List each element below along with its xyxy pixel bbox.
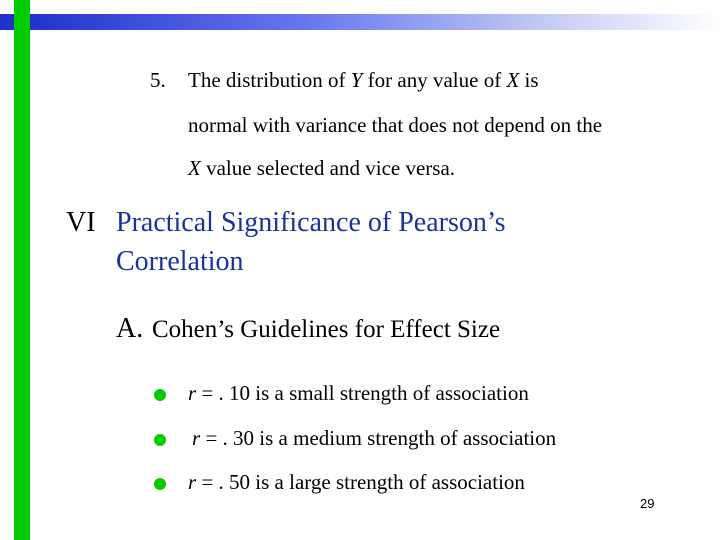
point-5-number: 5. <box>150 68 166 92</box>
bullet-item-small: r = . 10 is a small strength of association <box>188 381 529 405</box>
subsection-a-number: A. <box>116 313 144 344</box>
bullet-item-medium: r = . 30 is a medium strength of association <box>192 426 557 450</box>
section-vi-title-line-1: Practical Significance of Pearson’s <box>116 207 506 238</box>
top-accent-bar <box>30 14 720 30</box>
top-bar-left-block <box>0 14 14 30</box>
left-accent-bar <box>14 0 30 540</box>
subsection-a-title: Cohen’s Guidelines for Effect Size <box>152 316 501 343</box>
bullet-dot-icon <box>154 389 166 401</box>
section-vi-title-line-2: Correlation <box>116 246 244 277</box>
section-vi-number: VI <box>66 207 96 238</box>
page-number: 29 <box>640 496 655 511</box>
bullet-item-large: r = . 50 is a large strength of association <box>188 470 525 494</box>
point-5-line-2: normal with variance that does not depend on the <box>188 113 603 137</box>
bullet-dot-icon <box>154 478 166 490</box>
bullet-dot-icon <box>154 434 166 446</box>
point-5-line-3: X value selected and vice versa. <box>188 156 456 180</box>
point-5-line-1: The distribution of Y for any value of X is <box>188 68 539 92</box>
